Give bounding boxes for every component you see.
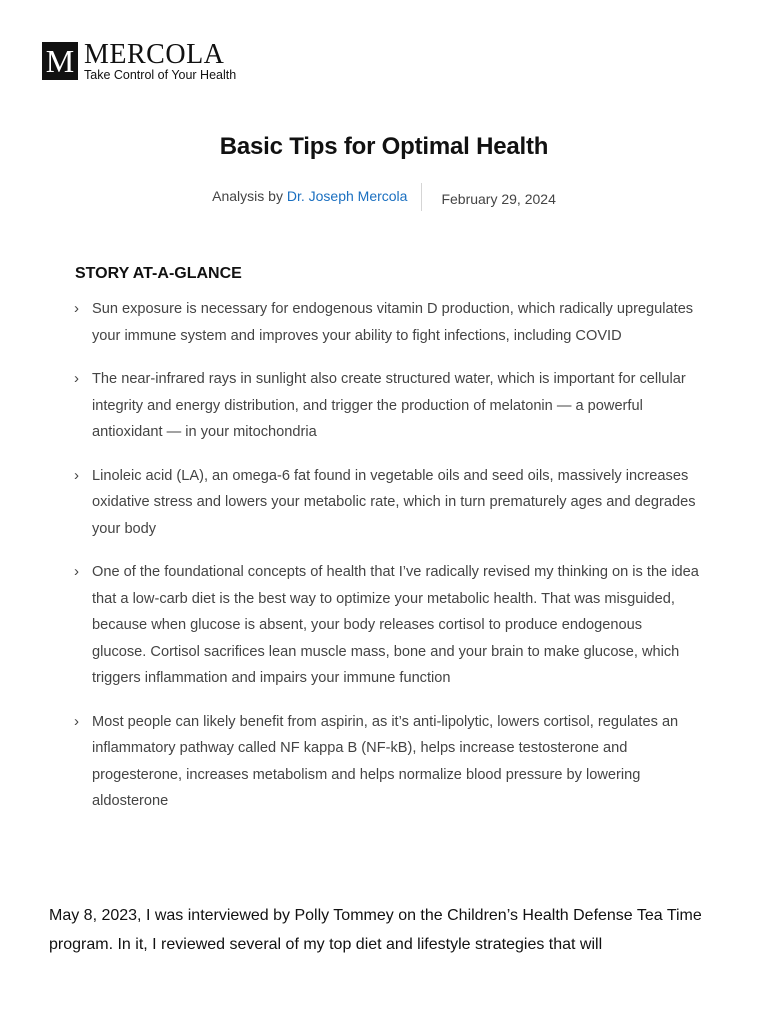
- glance-list-item: [75, 296, 700, 349]
- logo-name: MERCOLA: [84, 39, 225, 70]
- chevron-right-icon: ›: [74, 370, 79, 387]
- story-at-a-glance-heading: STORY AT-A-GLANCE: [75, 265, 242, 282]
- chevron-right-icon: ›: [74, 300, 79, 317]
- glance-item-text: The near-infrared rays in sunlight also create structured water, which is important for cellular integrity and energy distribution, and trigger the production of melatonin — a powerful antioxidant — in your mitochondria: [92, 371, 686, 440]
- glance-list-item: [75, 559, 700, 692]
- article-title: Basic Tips for Optimal Health: [219, 133, 549, 160]
- logo-tagline: Take Control of Your Health: [84, 68, 237, 82]
- story-at-a-glance-list: [75, 296, 700, 832]
- article-body-paragraph: May 8, 2023, I was interviewed by Polly Tommey on the Children’s Health Defense Tea Time program. In it, I reviewed several of my top diet and lifestyle strategies that will: [49, 907, 702, 953]
- chevron-right-icon: ›: [74, 712, 79, 730]
- glance-list-item: [75, 709, 700, 815]
- author-link[interactable]: Dr. Joseph Mercola: [286, 188, 408, 204]
- glance-item-text: One of the foundational concepts of health that I’ve radically revised my thinking on is the idea that a low-carb diet is the best way to optimize your metabolic health. That was misguided, because when glucose is absent, your body releases cortisol to produce endogenous glucose. Cortisol sacrifices lean muscle mass, bone and your brain to make glucose, which triggers inflammation and impairs your immune function: [92, 564, 699, 686]
- glance-item-text: Most people can likely benefit from aspirin, as it’s anti-lipolytic, lowers cortisol, regulates an inflammatory pathway called NF kappa B (NF-kB), helps increase testosterone and progesterone, increases metabolism and helps normalize blood pressure by lowering aldosterone: [92, 713, 679, 809]
- author-block: [212, 188, 421, 204]
- glance-item-text: Linoleic acid (LA), an omega-6 fat found in vegetable oils and seed oils, massively increases oxidative stress and lowers your metabolic rate, which in turn prematurely ages and degrades your body: [92, 467, 696, 537]
- logo-mark: M: [42, 42, 78, 80]
- mercola-logo[interactable]: [42, 39, 237, 82]
- logo-text: [84, 39, 237, 82]
- glance-list-item: [75, 463, 700, 543]
- publish-date: February 29, 2024: [441, 190, 556, 207]
- glance-list-item: [75, 366, 700, 446]
- glance-item-text: Sun exposure is necessary for endogenous vitamin D production, which radically upregulates your immune system and improves your ability to fight infections, including COVID: [92, 301, 694, 344]
- chevron-right-icon: ›: [74, 466, 79, 484]
- article-byline: [0, 182, 768, 212]
- chevron-right-icon: ›: [74, 563, 79, 580]
- analysis-prefix: Analysis by: [212, 188, 283, 204]
